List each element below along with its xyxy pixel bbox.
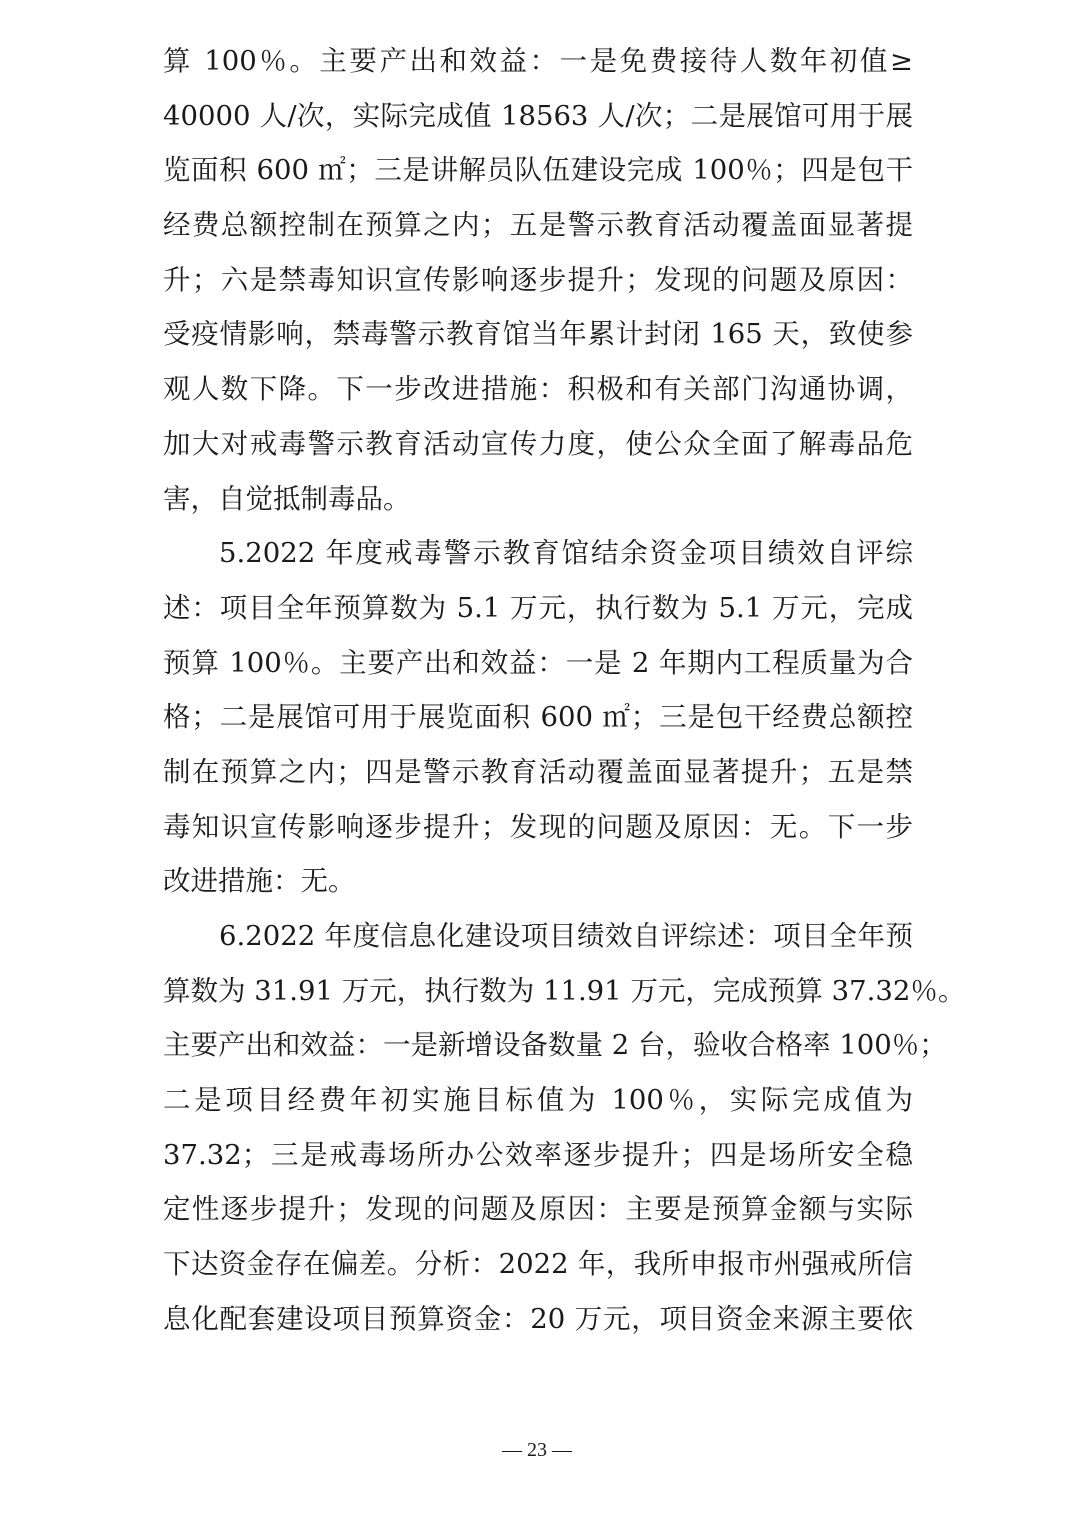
- text-line: 改进措施：无。: [163, 865, 356, 898]
- page-number: — 23 —: [502, 1439, 572, 1461]
- text-line: 6.2022 年度信息化建设项目绩效自评综述：项目全年预: [219, 920, 913, 952]
- text-line: 害，自觉抵制毒品。: [163, 482, 411, 515]
- text-line: 观人数下降。下一步改进措施：积极和有关部门沟通协调，: [163, 373, 913, 406]
- paragraph-4-continued: [163, 34, 913, 526]
- text-line: 二是项目经费年初实施目标值为 100％，实际完成值为: [163, 1084, 913, 1117]
- paragraph-5: [163, 526, 913, 909]
- text-line: 算 100％。主要产出和效益：一是免费接待人数年初值≥: [163, 45, 913, 77]
- text-line: 定性逐步提升；发现的问题及原因：主要是预算金额与实际: [163, 1193, 913, 1226]
- text-line: 5.2022 年度戒毒警示教育馆结余资金项目绩效自评综: [219, 537, 913, 570]
- text-line: 经费总额控制在预算之内；五是警示教育活动覆盖面显著提: [163, 209, 913, 242]
- text-line: 预算 100％。主要产出和效益：一是 2 年期内工程质量为合: [163, 646, 913, 679]
- body-text: [163, 34, 966, 1347]
- text-line: 受疫情影响，禁毒警示教育馆当年累计封闭 165 天，致使参: [163, 318, 913, 351]
- text-line: 述：项目全年预算数为 5.1 万元，执行数为 5.1 万元，完成: [163, 591, 913, 624]
- text-line: 加大对戒毒警示教育活动宣传力度，使公众全面了解毒品危: [163, 427, 913, 460]
- text-line: 制在预算之内；四是警示教育活动覆盖面显著提升；五是禁: [163, 755, 913, 788]
- text-line: 息化配套建设项目预算资金：20 万元，项目资金来源主要依: [163, 1302, 913, 1335]
- text-line: 主要产出和效益：一是新增设备数量 2 台，验收合格率 100％；: [163, 1029, 947, 1062]
- text-line: 下达资金存在偏差。分析：2022 年，我所申报市州强戒所信: [163, 1248, 913, 1281]
- text-line: 37.32；三是戒毒场所办公效率逐步提升；四是场所安全稳: [163, 1138, 913, 1171]
- text-line: 算数为 31.91 万元，执行数为 11.91 万元，完成预算 37.32％。: [163, 974, 966, 1007]
- text-line: 毒知识宣传影响逐步提升；发现的问题及原因：无。下一步: [163, 810, 913, 843]
- text-line: 格；二是展馆可用于展览面积 600 ㎡；三是包干经费总额控: [163, 701, 913, 734]
- text-line: 览面积 600 ㎡；三是讲解员队伍建设完成 100％；四是包干: [163, 154, 913, 187]
- text-line: 升；六是禁毒知识宣传影响逐步提升；发现的问题及原因：: [163, 263, 913, 296]
- text-line: 40000 人/次，实际完成值 18563 人/次；二是展馆可用于展: [163, 99, 913, 132]
- paragraph-6: [163, 909, 966, 1347]
